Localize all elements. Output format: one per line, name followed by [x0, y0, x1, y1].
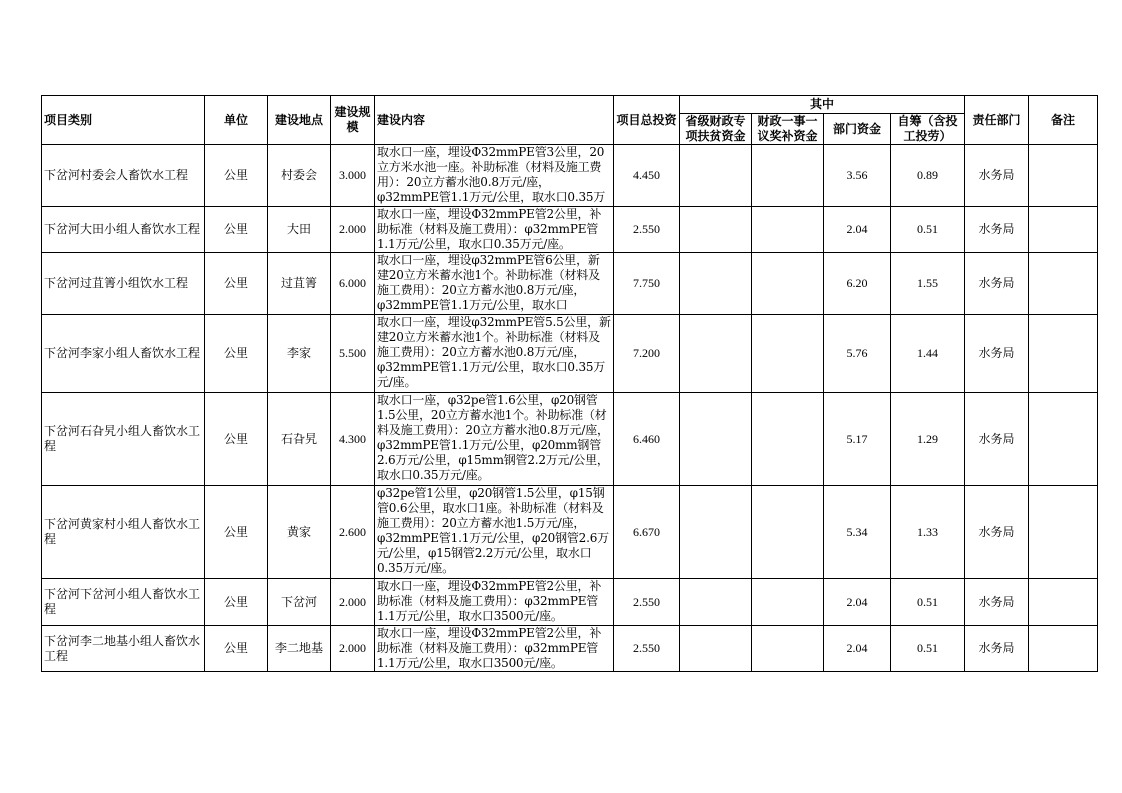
row-total: 2.550: [614, 626, 680, 672]
row-content: [375, 207, 614, 253]
header-self: 自筹（含投工投劳）: [891, 114, 965, 145]
row-provincial: [680, 207, 752, 253]
row-remark: [1029, 315, 1098, 393]
row-content: [375, 486, 614, 579]
row-unit: 公里: [205, 315, 268, 393]
header-among: 其中: [680, 96, 965, 114]
row-self: 1.33: [891, 486, 965, 579]
row-reward: [752, 315, 824, 393]
header-provincial: 省级财政专项扶贫资金: [680, 114, 752, 145]
row-department: 2.04: [824, 626, 891, 672]
row-responsible: 水务局: [965, 486, 1029, 579]
row-content: [375, 253, 614, 315]
table-row: [42, 315, 1098, 393]
table-row: [42, 253, 1098, 315]
row-unit: 公里: [205, 253, 268, 315]
row-content-text: 取水口一座，埋设φ32mmPE管5.5公里，新建20立方米蓄水池1个。补助标准（材料及施工费用）：20立方蓄水池0.8万元/座，φ32mmPE管1.1万元/公里，取水口0.35万元/座。: [377, 315, 611, 389]
project-table: [41, 95, 1098, 672]
row-reward: [752, 626, 824, 672]
row-name: 下岔河李二地基小组人畜饮水工程: [42, 626, 205, 672]
row-unit: 公里: [205, 579, 268, 626]
row-location: 石旮旯: [268, 393, 331, 486]
row-name: 下岔河黄家村小组人畜饮水工程: [42, 486, 205, 579]
table-row: [42, 207, 1098, 253]
table-row: [42, 145, 1098, 207]
row-name: 下岔河过苴箐小组饮水工程: [42, 253, 205, 315]
row-provincial: [680, 486, 752, 579]
row-scale: 2.000: [331, 626, 375, 672]
row-reward: [752, 579, 824, 626]
row-unit: 公里: [205, 626, 268, 672]
row-department: 5.76: [824, 315, 891, 393]
row-content-text: 取水口一座，φ32pe管1.6公里，φ20钢管1.5公里，20立方蓄水池1个。补助标准（材料及施工费用）：20立方蓄水池0.8万元/座，φ32mmPE管1.1万元/公里，φ20mm钢管2.6万元/公里，φ15mm钢管2.2万元/公里，取水口0.35万元/座。: [377, 393, 609, 482]
row-provincial: [680, 253, 752, 315]
row-name: 下岔河石旮旯小组人畜饮水工程: [42, 393, 205, 486]
row-responsible: 水务局: [965, 207, 1029, 253]
row-self: 0.51: [891, 626, 965, 672]
header-scale: 建设规模: [331, 96, 375, 145]
row-scale: 5.500: [331, 315, 375, 393]
header-reward: 财政一事一议奖补资金: [752, 114, 824, 145]
row-total: 7.750: [614, 253, 680, 315]
row-self: 1.44: [891, 315, 965, 393]
row-department: 3.56: [824, 145, 891, 207]
table-row: [42, 393, 1098, 486]
row-unit: 公里: [205, 145, 268, 207]
row-scale: 3.000: [331, 145, 375, 207]
row-reward: [752, 393, 824, 486]
row-content: [375, 626, 614, 672]
row-self: 0.51: [891, 579, 965, 626]
row-location: 过苴箐: [268, 253, 331, 315]
row-scale: 4.300: [331, 393, 375, 486]
row-name: 下岔河村委会人畜饮水工程: [42, 145, 205, 207]
row-remark: [1029, 207, 1098, 253]
row-content: [375, 393, 614, 486]
row-self: 1.55: [891, 253, 965, 315]
row-total: 4.450: [614, 145, 680, 207]
row-content-text: 取水口一座，埋设Φ32mmPE管2公里，补助标准（材料及施工费用）：φ32mmPE管1.1万元/公里，取水口3500元/座。: [377, 626, 602, 670]
row-scale: 2.000: [331, 207, 375, 253]
row-location: 李家: [268, 315, 331, 393]
row-scale: 2.000: [331, 579, 375, 626]
row-content-text: 取水口一座，埋设φ32mmPE管6公里，新建20立方米蓄水池1个。补助标准（材料及施工费用）：20立方蓄水池0.8万元/座，φ32mmPE管1.1万元/公里，取水口: [377, 253, 600, 312]
row-provincial: [680, 626, 752, 672]
header-remark: 备注: [1029, 96, 1098, 145]
row-responsible: 水务局: [965, 626, 1029, 672]
header-department: 部门资金: [824, 114, 891, 145]
row-remark: [1029, 253, 1098, 315]
row-unit: 公里: [205, 207, 268, 253]
row-provincial: [680, 145, 752, 207]
table-row: [42, 486, 1098, 579]
row-total: 2.550: [614, 579, 680, 626]
row-remark: [1029, 486, 1098, 579]
row-total: 7.200: [614, 315, 680, 393]
row-location: 黄家: [268, 486, 331, 579]
row-scale: 6.000: [331, 253, 375, 315]
row-reward: [752, 253, 824, 315]
row-responsible: 水务局: [965, 579, 1029, 626]
header-total: 项目总投资: [614, 96, 680, 145]
row-responsible: 水务局: [965, 393, 1029, 486]
row-location: 大田: [268, 207, 331, 253]
row-department: 5.34: [824, 486, 891, 579]
row-reward: [752, 145, 824, 207]
row-location: 村委会: [268, 145, 331, 207]
row-total: 6.460: [614, 393, 680, 486]
row-content-text: 取水口一座，埋设Φ32mmPE管2公里，补助标准（材料及施工费用）：φ32mmPE管1.1万元/公里，取水口0.35万元/座。: [377, 207, 602, 251]
row-self: 1.29: [891, 393, 965, 486]
header-content: 建设内容: [375, 96, 614, 145]
row-self: 0.51: [891, 207, 965, 253]
row-responsible: 水务局: [965, 315, 1029, 393]
row-name: 下岔河李家小组人畜饮水工程: [42, 315, 205, 393]
row-department: 2.04: [824, 579, 891, 626]
row-remark: [1029, 393, 1098, 486]
row-total: 2.550: [614, 207, 680, 253]
header-row-1: [42, 96, 1098, 114]
row-total: 6.670: [614, 486, 680, 579]
table-row: [42, 579, 1098, 626]
row-location: 李二地基: [268, 626, 331, 672]
row-provincial: [680, 579, 752, 626]
row-remark: [1029, 579, 1098, 626]
row-department: 5.17: [824, 393, 891, 486]
row-self: 0.89: [891, 145, 965, 207]
row-unit: 公里: [205, 486, 268, 579]
row-provincial: [680, 393, 752, 486]
row-reward: [752, 486, 824, 579]
row-name: 下岔河下岔河小组人畜饮水工程: [42, 579, 205, 626]
row-content-text: φ32pe管1公里，φ20钢管1.5公里，φ15钢管0.6公里，取水口1座。补助标准（材料及施工费用）：20立方蓄水池1.5万元/座，φ32mmPE管1.1万元/公里，φ20钢管2.6万元/公里，φ15钢管2.2万元/公里，取水口0.35万元/座。: [377, 486, 609, 575]
row-department: 6.20: [824, 253, 891, 315]
row-responsible: 水务局: [965, 253, 1029, 315]
row-reward: [752, 207, 824, 253]
row-unit: 公里: [205, 393, 268, 486]
header-responsible: 责任部门: [965, 96, 1029, 145]
table-row: [42, 626, 1098, 672]
header-category: 项目类别: [42, 96, 205, 145]
header-location: 建设地点: [268, 96, 331, 145]
row-responsible: 水务局: [965, 145, 1029, 207]
header-unit: 单位: [205, 96, 268, 145]
row-content-text: 取水口一座，埋设Φ32mmPE管3公里，20立方米水池一座。补助标准（材料及施工费用）：20立方蓄水池0.8万元/座，φ32mmPE管1.1万元/公里，取水口0.35万: [377, 145, 606, 204]
row-remark: [1029, 145, 1098, 207]
row-provincial: [680, 315, 752, 393]
row-content: [375, 145, 614, 207]
row-name: 下岔河大田小组人畜饮水工程: [42, 207, 205, 253]
row-content: [375, 315, 614, 393]
row-scale: 2.600: [331, 486, 375, 579]
row-content-text: 取水口一座，埋设Φ32mmPE管2公里，补助标准（材料及施工费用）：φ32mmPE管1.1万元/公里，取水口3500元/座。: [377, 579, 602, 623]
row-content: [375, 579, 614, 626]
row-remark: [1029, 626, 1098, 672]
row-department: 2.04: [824, 207, 891, 253]
row-location: 下岔河: [268, 579, 331, 626]
